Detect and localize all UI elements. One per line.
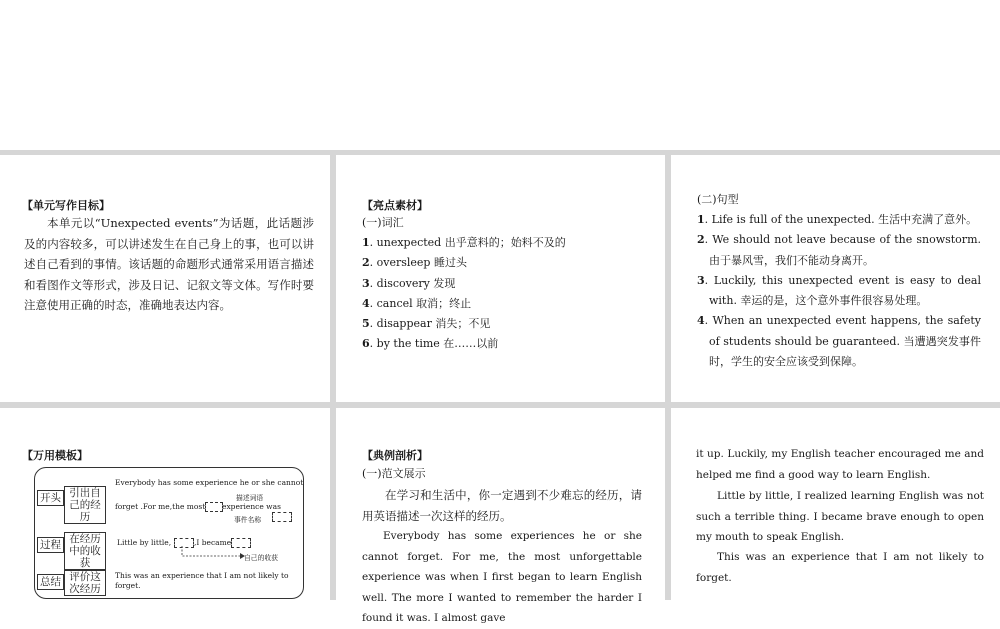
template-line-2a: Little by little,: [117, 538, 172, 547]
essay-continued-p2: Little by little, I realized learning English was not such a terrible thing. I became brave enough to open my mouth to speak English.: [696, 490, 984, 543]
panel-writing-goal: [0, 155, 330, 402]
note-descriptive-word: 描述词语: [236, 494, 264, 502]
list-item: [362, 334, 652, 354]
item-text: . We should not leave because of the snowstorm. 由于暴风雪，我们不能动身离开。: [704, 233, 981, 267]
item-number: 5: [362, 317, 370, 331]
item-number: 4: [362, 296, 370, 310]
writing-goal-body: 本单元以“Unexpected events”为话题，此话题涉及的内容较多，可以讲述发生在自己身上的事，也可以讲述自己看到的事情。该话题的命题形式通常采用语言描述和看图作文等形式，涉及日记、记叙文等文体。写作时要注意使用正确的时态，准确地表达内容。: [24, 216, 314, 312]
panel-essay-continued: [671, 408, 1000, 600]
item-number: 3: [362, 276, 370, 290]
item-text: . cancel 取消；终止: [369, 296, 472, 310]
template-line-3: This was an experience that I am not likely to forget.: [115, 571, 289, 590]
item-number: 2: [362, 256, 370, 270]
panel-example-analysis: [336, 408, 665, 624]
panel-universal-template: [0, 408, 330, 600]
essay-continued-p1: it up. Luckily, my English teacher encouraged me and helped me find a good way to learn English.: [696, 448, 984, 481]
item-number: 1: [362, 236, 370, 249]
example-title: 【典例剖析】: [362, 449, 428, 462]
list-item: [697, 311, 981, 372]
list-item: [362, 233, 652, 253]
note-event-name: 事件名称: [234, 516, 262, 524]
item-text: . discovery 发现: [369, 276, 456, 290]
note-own-gain: 自己的收获: [244, 554, 278, 562]
writing-goal-title: 【单元写作目标】: [22, 199, 110, 212]
list-item: [362, 253, 652, 273]
item-number: 2: [697, 233, 705, 247]
tag-opening: 开头: [37, 490, 64, 506]
patterns-subtitle: (二)句型: [697, 193, 739, 206]
list-item: [362, 274, 652, 294]
essay-text: Everybody has some experiences he or she cannot forget. For me, the most unforgettable experience was when I first began to learn English well. The more I wanted to remember the harder I found it was. I almost gave: [362, 530, 642, 624]
item-text: . disappear 消失；不见: [369, 317, 491, 331]
label-gain: 在经历中的收获: [64, 532, 106, 570]
item-text: . oversleep 睡过头: [369, 256, 467, 270]
essay-prompt: 在学习和生活中，你一定遇到不少难忘的经历，请用英语描述一次这样的经历。: [362, 488, 642, 523]
item-text: . unexpected 出乎意料的；始料不及的: [369, 236, 566, 249]
template-line-1c: experience was: [222, 502, 281, 511]
list-item: [697, 230, 981, 271]
template-line-2b: ,I became: [194, 538, 232, 547]
label-own-experience: 引出自己的经历: [64, 486, 106, 524]
item-number: 3: [697, 273, 705, 287]
highlight-title: 【亮点素材】: [362, 199, 428, 212]
essay-continued-p3: This was an experience that I am not likely to forget.: [696, 551, 984, 584]
item-text: . When an unexpected event happens, the safety of students should be guaranteed. 当遭遇突发事件时，学生的安全应该受到保障。: [704, 314, 981, 369]
tag-summary: 总结: [37, 574, 64, 590]
list-item: [362, 314, 652, 334]
blank-1: [205, 502, 223, 512]
template-line-1b: forget .For me,the most: [115, 502, 206, 511]
item-number: 6: [362, 337, 370, 351]
list-item: [697, 271, 981, 312]
tag-process: 过程: [37, 537, 64, 553]
blank-2: [272, 512, 292, 522]
panel-sentence-patterns: [671, 155, 1000, 402]
item-text: . Luckily, this unexpected event is easy to deal with. 幸运的是，这个意外事件很容易处理。: [704, 273, 981, 308]
patterns-list: [697, 210, 981, 372]
vocab-subtitle: (一)词汇: [362, 216, 404, 229]
template-line-1a: Everybody has some experience he or she cannot: [115, 478, 304, 487]
list-item: [697, 210, 981, 230]
vocab-list: [362, 233, 652, 355]
panel-highlight-vocab: [336, 155, 665, 402]
model-essay-subtitle: (一)范文展示: [362, 467, 426, 480]
item-text: . by the time 在……以前: [369, 337, 499, 351]
item-number: 4: [697, 314, 705, 328]
arrow-icon: [180, 546, 246, 560]
list-item: [362, 294, 652, 314]
template-title: 【万用模板】: [22, 449, 88, 462]
item-number: 1: [697, 213, 705, 226]
item-text: . Life is full of the unexpected. 生活中充满了意外。: [704, 213, 978, 226]
label-evaluate: 评价这次经历: [64, 570, 106, 596]
